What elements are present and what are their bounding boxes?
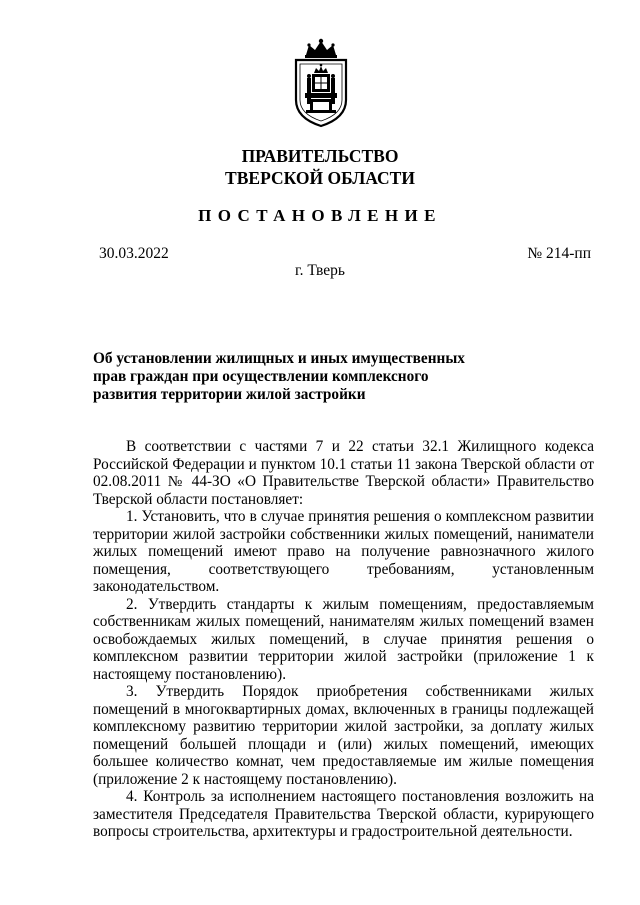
document-city: г. Тверь — [295, 262, 345, 279]
document-subject — [93, 350, 473, 403]
org-name-line1: ПРАВИТЕЛЬСТВО — [241, 146, 399, 166]
clause-paragraph: 4. Контроль за исполнением настоящего постановления возложить на заместителя Председателя Правительства Тверской области, курирующего вопросы строительства, архитектуры и градостроительной деятельности. — [93, 788, 594, 840]
document-type: ПОСТАНОВЛЕНИЕ — [198, 206, 442, 225]
clause-paragraph: 3. Утвердить Порядок приобретения собственниками жилых помещений в многоквартирных домах, включенных в границы подлежащей комплексному развитию территории жилой застройки, за доплату жилых помещений большей площади и (или) жилых помещений, имеющих большее количество комнат, чем предоставляемые им жилые помещения (приложение 2 к настоящему постановлению). — [93, 683, 594, 788]
coat-of-arms-icon — [292, 38, 350, 128]
document-date: 30.03.2022 — [99, 245, 169, 262]
preamble-paragraph: В соответствии с частями 7 и 22 статьи 32.1 Жилищного кодекса Российской Федерации и пунктом 10.1 статьи 11 закона Тверской области от 02.08.2011 № 44-ЗО «О Правительстве Тверской области» Правительство Тверской области постановляет: — [93, 438, 594, 508]
clause-paragraph: 2. Утвердить стандарты к жилым помещениям, предоставляемым собственникам жилых помещений, нанимателям жилых помещений взамен освобождаемых жилых помещений, в случае принятия решения о комплексном развитии территории жилой застройки (приложение 1 к настоящему постановлению). — [93, 595, 594, 683]
subject-line: прав граждан при осуществлении комплексного — [93, 367, 429, 385]
org-name-line2: ТВЕРСКОЙ ОБЛАСТИ — [225, 168, 415, 188]
subject-line: развития территории жилой застройки — [93, 385, 366, 403]
document-number: № 214-пп — [527, 245, 591, 262]
clause-paragraph: 1. Установить, что в случае принятия решения о комплексном развитии территории жилой застройки собственники жилых помещений, наниматели жилых помещений имеют право на получение равнозначного жилого помещения, соответствующего требованиям, установленным законодательством. — [93, 508, 594, 595]
subject-line: Об установлении жилищных и иных имущественных — [93, 350, 465, 367]
document-body — [93, 438, 594, 841]
